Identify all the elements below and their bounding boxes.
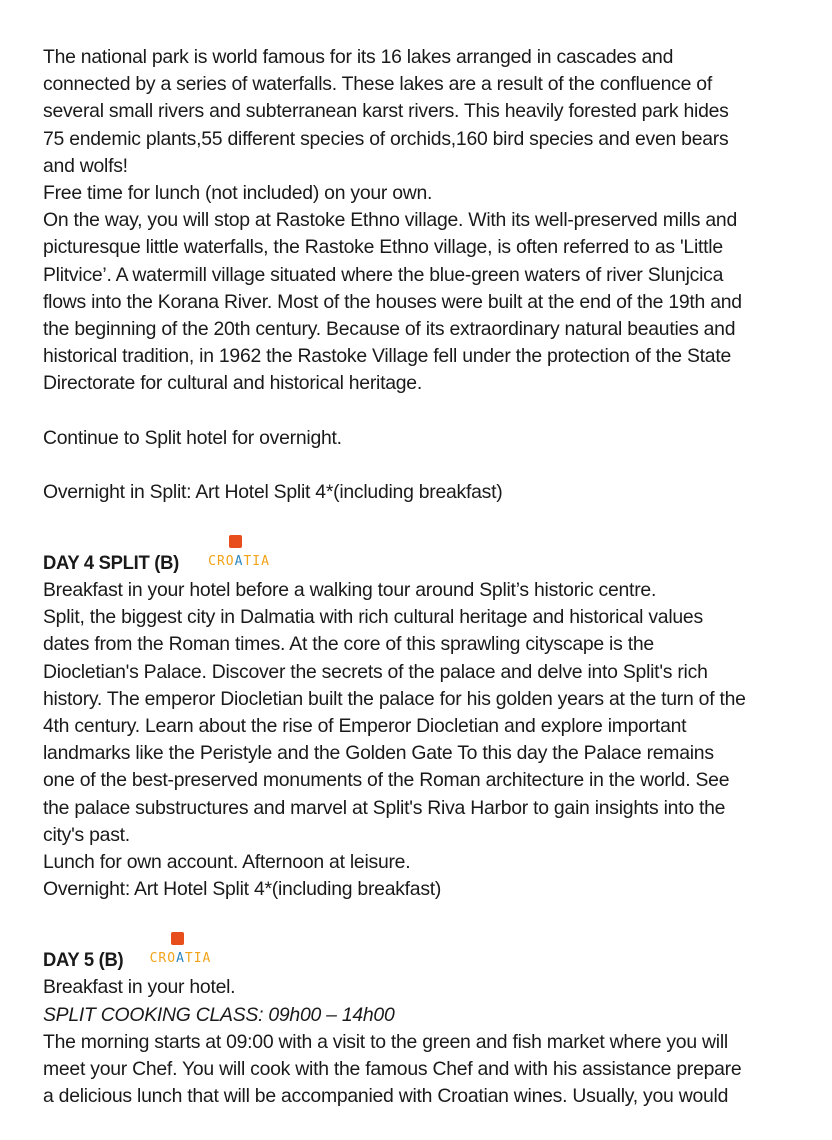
text-line: history. The emperor Diocletian built the palace for his golden years at the turn of the: [43, 687, 746, 710]
text-line: On the way, you will stop at Rastoke Ethno village. With its well-preserved mills and: [43, 209, 737, 232]
text-line: historical tradition, in 1962 the Rastoke Village fell under the protection of the State: [43, 345, 731, 368]
text-line: Free time for lunch (not included) on your own.: [43, 182, 433, 205]
breakfast-line: Breakfast in your hotel.: [43, 976, 236, 999]
overnight-day3: Overnight in Split: Art Hotel Split 4*(including breakfast): [43, 480, 503, 503]
text-line: Lunch for own account. Afternoon at leisure.: [43, 851, 411, 874]
text-line: and wolfs!: [43, 154, 128, 177]
logo-square-icon: [171, 932, 184, 945]
text-line: 4th century. Learn about the rise of Emperor Diocletian and explore important: [43, 715, 687, 738]
spacer: [43, 398, 803, 425]
continue-text: Continue to Split hotel for overnight.: [43, 426, 342, 449]
text-line: Breakfast in your hotel before a walking tour around Split’s historic centre.: [43, 579, 657, 602]
text-line: Directorate for cultural and historical heritage.: [43, 372, 422, 395]
text-line: The national park is world famous for its 16 lakes arranged in cascades and: [43, 46, 674, 68]
cooking-class-title: SPLIT COOKING CLASS: 09h00 – 14h00: [43, 1003, 395, 1026]
text-line: picturesque little waterfalls, the Rastoke Ethno village, is often referred to as 'Little: [43, 236, 723, 259]
day5-paragraph: [43, 974, 803, 1110]
text-line: a delicious lunch that will be accompanied with Croatian wines. Usually, you would: [43, 1085, 729, 1108]
day4-heading-row: [43, 533, 803, 577]
text-line: connected by a series of waterfalls. These lakes are a result of the confluence of: [43, 73, 712, 96]
intro-paragraph: [43, 44, 803, 398]
day5-heading: DAY 5 (B): [43, 949, 124, 972]
spacer: [43, 506, 803, 533]
text-line: dates from the Roman times. At the core of this sprawling cityscape is the: [43, 633, 654, 656]
text-line: Overnight: Art Hotel Split 4*(including breakfast): [43, 878, 442, 901]
text-line: the palace substructures and marvel at Split's Riva Harbor to gain insights into the: [43, 796, 726, 819]
text-line: Diocletian's Palace. Discover the secrets of the palace and delve into Split's rich: [43, 660, 708, 683]
logo-square-icon: [229, 535, 242, 548]
text-line: Split, the biggest city in Dalmatia with rich cultural heritage and historical values: [43, 606, 703, 629]
day4-heading: DAY 4 SPLIT (B): [43, 551, 179, 574]
text-line: the beginning of the 20th century. Because of its extraordinary natural beauties and: [43, 318, 736, 341]
text-line: 75 endemic plants,55 different species of orchids,160 bird species and even bears: [43, 127, 729, 150]
day5-heading-row: [43, 930, 803, 974]
text-line: meet your Chef. You will cook with the famous Chef and with his assistance prepare: [43, 1058, 742, 1081]
text-line: flows into the Korana River. Most of the houses were built at the end of the 19th and: [43, 290, 742, 313]
day4-paragraph: [43, 577, 803, 903]
text-line: Plitvice’. A watermill village situated where the blue-green waters of river Slunjcica: [43, 263, 724, 286]
text-line: several small rivers and subterranean karst rivers. This heavily forested park hides: [43, 100, 729, 123]
croatia-logo-icon: CROATIA: [208, 535, 300, 571]
text-line: one of the best-preserved monuments of the Roman architecture in the world. See: [43, 769, 730, 792]
text-line: city's past.: [43, 823, 130, 846]
croatia-logo-icon: CROATIA: [150, 932, 242, 968]
spacer: [43, 452, 803, 479]
document-page: [43, 44, 803, 1111]
spacer: [43, 903, 803, 930]
text-line: The morning starts at 09:00 with a visit to the green and fish market where you will: [43, 1030, 728, 1053]
text-line: landmarks like the Peristyle and the Golden Gate To this day the Palace remains: [43, 742, 714, 765]
